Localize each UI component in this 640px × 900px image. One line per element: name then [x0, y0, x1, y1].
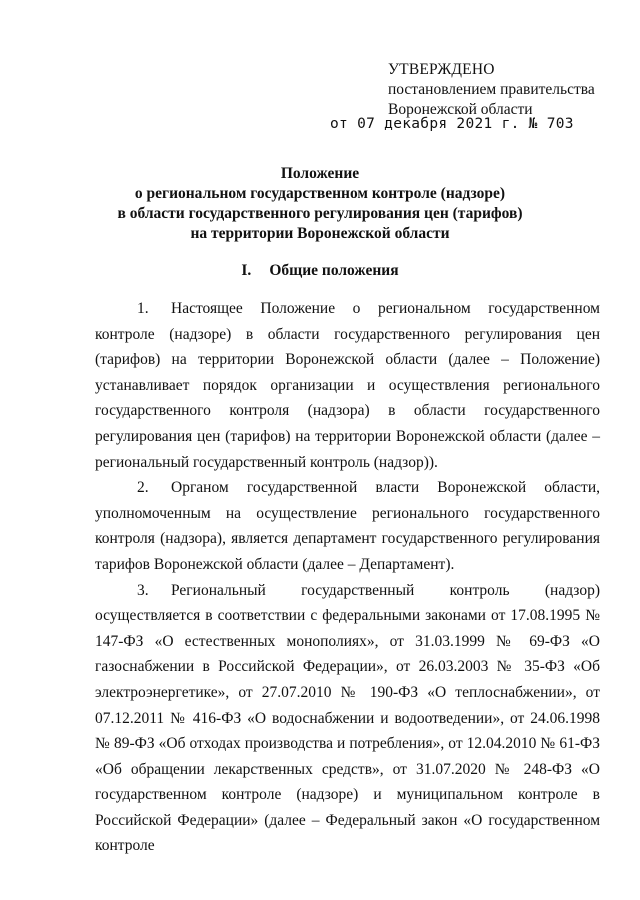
paragraph-number: 3. [137, 581, 149, 599]
title-line-3: в области государственного регулирования цен (тарифов) [117, 205, 523, 222]
paragraph-text: Органом государственной власти Воронежской области, уполномоченным на осуществление регионального государственного контроля (надзора), является департамент государственного регулирования тарифов Воронежской области (далее – Департамент). [95, 479, 600, 573]
approval-heading: УТВЕРЖДЕНО [388, 61, 495, 78]
paragraph-text: Региональный государственный контроль (надзор) осуществляется в соответствии с федеральными законами от 17.08.1995 № 147-ФЗ «О естественных монополиях», от 31.03.1999 № 69-ФЗ «О газоснабжении в Российской Федерации», от 26.03.2003 № 35-ФЗ «Об электроэнергетике», от 27.07.2010 № 190-ФЗ «О теплоснабжении», от 07.12.2011 № 416-ФЗ «О водоснабжении и водоотведении», от 24.06.1998 № 89-ФЗ «Об отходах производства и потребления», от 12.04.2010 № 61-ФЗ «Об обращении лекарственных средств», от 31.07.2020 № 248-ФЗ «О государственном контроле (надзоре) и муниципальном контроле в Российской Федерации» (далее – Федеральный закон «О государственном контроле [95, 581, 600, 855]
paragraph-number: 1. [137, 300, 149, 317]
paragraph-number: 2. [137, 479, 149, 497]
body-text [95, 296, 600, 859]
approval-line-1: постановлением правительства [388, 81, 595, 98]
paragraph-text: Настоящее Положение о региональном государственном контроле (надзоре) в области государственного регулирования цен (тарифов) на территории Воронежской области (далее – Положение) устанавливает порядок организации и осуществления регионального государственного контроля (надзора) в области государственного регулирования цен (тарифов) на территории Воронежской области (далее – региональный государственный контроль (надзор)). [95, 300, 600, 471]
approval-block [388, 60, 595, 120]
title-line-1: Положение [280, 165, 360, 182]
section-heading [0, 262, 640, 280]
title-line-2: о региональном государственном контроле (надзоре) [134, 185, 506, 202]
title-line-4: на территории Воронежской области [190, 225, 450, 242]
section-number: I. [241, 262, 252, 279]
paragraph-1 [95, 296, 600, 475]
approval-line-2: Воронежской области [388, 101, 533, 118]
approval-date-line: от 07 декабря 2021 г. № 703 [330, 116, 574, 132]
paragraph-2 [95, 475, 600, 577]
section-title: Общие положения [269, 262, 399, 279]
document-title [0, 164, 640, 244]
paragraph-3 [95, 578, 600, 860]
